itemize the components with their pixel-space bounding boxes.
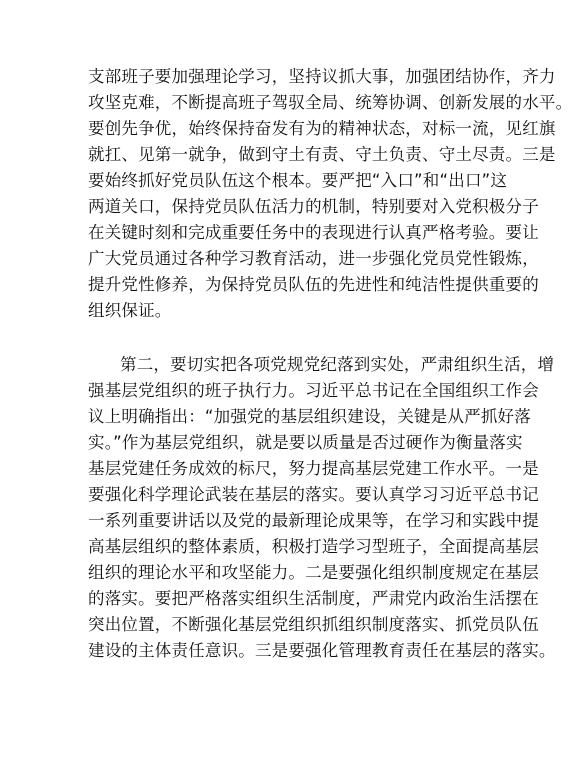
text-line: 攻坚克难，不断提高班子驾驭全局、统筹协调、创新发展的水平。 <box>88 93 573 112</box>
text-line: 高基层组织的整体素质，积极打造学习型班子，全面提高基层 <box>88 537 539 556</box>
text-line: 组织的理论水平和攻坚能力。二是要强化组织制度规定在基层 <box>88 563 539 582</box>
text-line: 就扛、见第一就争，做到守土有责、守土负责、守土尽责。三是 <box>88 145 556 164</box>
text-line: 实。”作为基层党组织，就是要以质量是否过硬作为衡量落实 <box>88 433 523 452</box>
text-line: 建设的主体责任意识。三是要强化管理教育责任在基层的落实。 <box>88 641 556 660</box>
text-line: 突出位置，不断强化基层党组织抓组织制度落实、抓党员队伍 <box>88 615 539 634</box>
text-line: 组织保证。 <box>88 301 172 320</box>
text-line: 基层党建任务成效的标尺，努力提高基层党建工作水平。一是 <box>88 459 539 478</box>
text-line: 一系列重要讲话以及党的最新理论成果等，在学习和实践中提 <box>88 511 539 530</box>
text-line: 要始终抓好党员队伍这个根本。要严把“入口”和“出口”这 <box>88 171 508 190</box>
text-line: 支部班子要加强理论学习，坚持议抓大事，加强团结协作，齐力 <box>88 67 556 86</box>
paragraph-first-line: 第二，要切实把各项党规党纪落到实处，严肃组织生活，增 <box>120 355 555 374</box>
text-line: 广大党员通过各种学习教育活动，进一步强化党员党性锻炼， <box>88 249 539 268</box>
text-line: 两道关口，保持党员队伍活力的机制，特别要对入党积极分子 <box>88 197 539 216</box>
text-line: 在关键时刻和完成重要任务中的表现进行认真严格考验。要让 <box>88 223 539 242</box>
text-line: 要创先争优，始终保持奋发有为的精神状态，对标一流，见红旗 <box>88 119 556 138</box>
text-line: 提升党性修养，为保持党员队伍的先进性和纯洁性提供重要的 <box>88 275 539 294</box>
text-line: 强基层党组织的班子执行力。习近平总书记在全国组织工作会 <box>88 381 539 400</box>
text-line: 议上明确指出：“加强党的基层组织建设，关键是从严抓好落 <box>88 407 531 426</box>
text-line: 要强化科学理论武装在基层的落实。要认真学习习近平总书记 <box>88 485 539 504</box>
text-line: 的落实。要把严格落实组织生活制度，严肃党内政治生活摆在 <box>88 589 539 608</box>
